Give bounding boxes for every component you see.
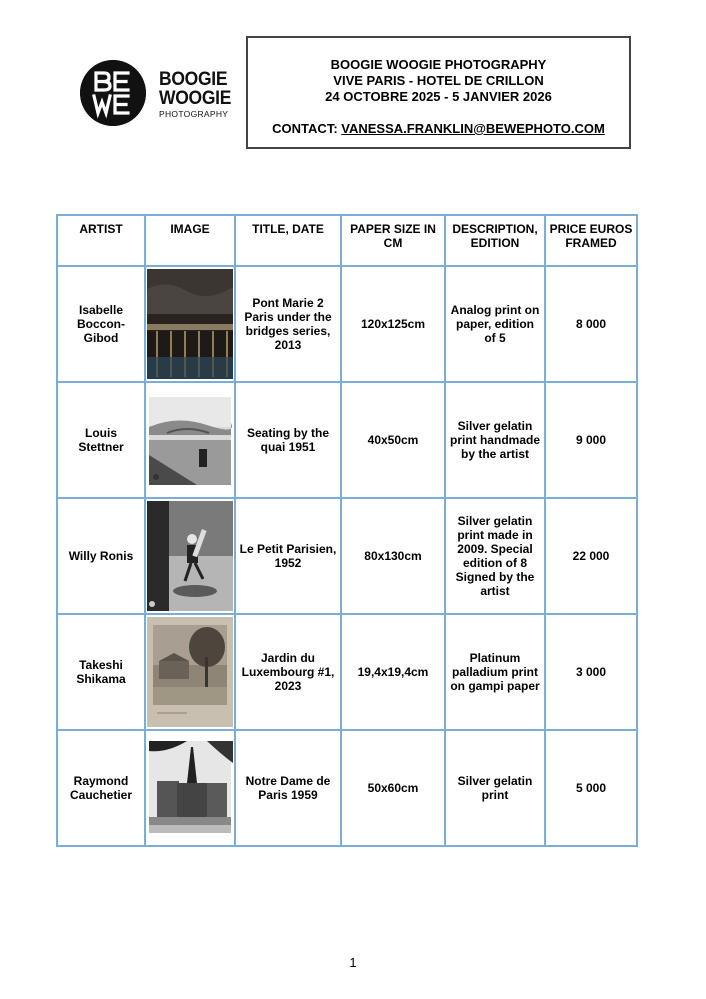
description-cell: Silver gelatin print: [445, 730, 545, 846]
exhibition-dates: 24 OCTOBRE 2025 - 5 JANVIER 2026: [325, 89, 552, 104]
title-cell: Le Petit Parisien, 1952: [235, 498, 341, 614]
title-cell: Jardin du Luxembourg #1, 2023: [235, 614, 341, 730]
image-cell: [145, 730, 235, 846]
logo-line-woogie: WOOGIE: [159, 88, 232, 109]
artist-cell: Raymond Cauchetier: [57, 730, 145, 846]
price-cell: 9 000: [545, 382, 637, 498]
image-cell: [145, 266, 235, 382]
table-row: [57, 730, 637, 846]
description-cell: Silver gelatin print handmade by the artist: [445, 382, 545, 498]
artist-cell: Isabelle Boccon-Gibod: [57, 266, 145, 382]
table-row: [57, 614, 637, 730]
image-cell: [145, 498, 235, 614]
description-cell: Silver gelatin print made in 2009. Special edition of 8 Signed by the artist: [445, 498, 545, 614]
artwork-thumbnail-image: [147, 385, 233, 495]
paper-size-cell: 19,4x19,4cm: [341, 614, 445, 730]
title-cell: Pont Marie 2 Paris under the bridges series, 2013: [235, 266, 341, 382]
title-cell: Seating by the quai 1951: [235, 382, 341, 498]
artwork-thumbnail-image: [147, 501, 233, 611]
column-header-title: TITLE, DATE: [235, 215, 341, 266]
artist-cell: Takeshi Shikama: [57, 614, 145, 730]
description-cell: Analog print on paper, edition of 5: [445, 266, 545, 382]
gallery-title: BOOGIE WOOGIE PHOTOGRAPHY: [330, 57, 547, 72]
exhibition-subtitle: VIVE PARIS - HOTEL DE CRILLON: [333, 73, 544, 88]
paper-size-cell: 120x125cm: [341, 266, 445, 382]
column-header-paper-size: PAPER SIZE IN CM: [341, 215, 445, 266]
contact-label: CONTACT:: [272, 121, 338, 136]
image-cell: [145, 614, 235, 730]
column-header-description: DESCRIPTION, EDITION: [445, 215, 545, 266]
artist-cell: Louis Stettner: [57, 382, 145, 498]
artwork-thumbnail-image: [147, 617, 233, 727]
page-number: 1: [349, 955, 357, 970]
table-row: [57, 266, 637, 382]
description-cell: Platinum palladium print on gampi paper: [445, 614, 545, 730]
column-header-artist: ARTIST: [57, 215, 145, 266]
image-cell: [145, 382, 235, 498]
artwork-thumbnail-image: [147, 269, 233, 379]
bewe-logo-icon: [80, 60, 146, 126]
column-header-price: PRICE EUROS FRAMED: [545, 215, 637, 266]
brand-logo: [80, 60, 250, 126]
column-header-image: IMAGE: [145, 215, 235, 266]
price-cell: 22 000: [545, 498, 637, 614]
paper-size-cell: 40x50cm: [341, 382, 445, 498]
title-cell: Notre Dame de Paris 1959: [235, 730, 341, 846]
price-cell: 3 000: [545, 614, 637, 730]
price-cell: 5 000: [545, 730, 637, 846]
artwork-thumbnail-image: [147, 733, 233, 843]
price-list-table: [56, 214, 638, 847]
table-header-row: [57, 215, 637, 266]
logo-line-photography: PHOTOGRAPHY: [159, 109, 229, 119]
price-cell: 8 000: [545, 266, 637, 382]
contact-line: [248, 121, 629, 137]
artist-cell: Willy Ronis: [57, 498, 145, 614]
paper-size-cell: 50x60cm: [341, 730, 445, 846]
table-row: [57, 382, 637, 498]
logo-line-boogie: BOOGIE: [159, 69, 228, 90]
paper-size-cell: 80x130cm: [341, 498, 445, 614]
contact-email-link[interactable]: VANESSA.FRANKLIN@BEWEPHOTO.COM: [341, 121, 605, 136]
exhibition-info-box: [246, 36, 631, 149]
table-row: [57, 498, 637, 614]
